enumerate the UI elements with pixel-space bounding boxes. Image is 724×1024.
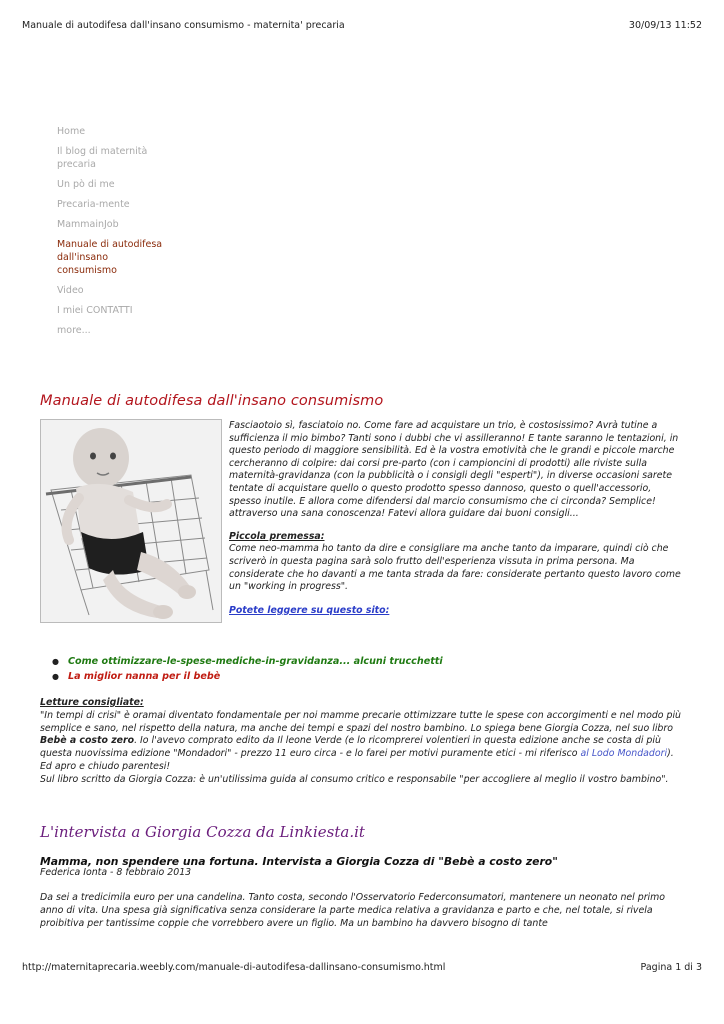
print-footer [22, 962, 702, 973]
nav-item-mammainjob[interactable]: MammainJob [57, 219, 119, 230]
link-item-spese-mediche[interactable]: ● Come ottimizzare-le-spese-mediche-in-gravidanza... alcuni trucchetti [52, 654, 443, 669]
print-header [22, 20, 702, 31]
site-navigation [57, 125, 167, 344]
letture-heading: Letture consigliate: [40, 697, 144, 708]
intro-text [229, 420, 685, 617]
print-footer-page: Pagina 1 di 3 [640, 962, 702, 973]
letture-paragraph-2: Sul libro scritto da Giorgia Cozza: è un'utilissima guida al consumo critico e responsabile "per accogliere al meglio il vostro bambino". [40, 773, 669, 785]
nav-item-more[interactable]: more... [57, 325, 91, 336]
page-title: Manuale di autodifesa dall'insano consumismo [40, 393, 384, 409]
nav-item-blog[interactable]: Il blog di maternità precaria [57, 146, 148, 170]
nav-item-home[interactable]: Home [57, 126, 86, 137]
site-link-heading[interactable]: Potete leggere su questo sito: [229, 604, 390, 616]
related-links-list [52, 654, 443, 684]
section-title-intervista: L'intervista a Giorgia Cozza da Linkiesta.it [40, 823, 365, 841]
print-footer-url: http://maternitaprecaria.weebly.com/manuale-di-autodifesa-dallinsano-consumismo.html [22, 962, 446, 973]
article-byline: Federica Ionta - 8 febbraio 2013 [40, 867, 192, 878]
baby-in-shopping-cart-photo [40, 419, 222, 623]
letture-consigliate [40, 697, 686, 787]
nav-item-precaria-mente[interactable]: Precaria-mente [57, 199, 130, 210]
photo-illustration [41, 420, 221, 622]
letture-text-end: ). Ed apro e chiudo parentesi! [40, 748, 674, 772]
nav-item-manuale-active[interactable]: Manuale di autodifesa dall'insano consumismo [57, 239, 163, 276]
premessa-heading: Piccola premessa: [229, 530, 325, 542]
letture-text-mid: . Io l'avevo comprato edito da Il leone Verde (e lo ricomprerei volentieri in questa edizione anche se costa di più questa nuovissima edizione "Mondadori" - prezzo 11 euro circa - e lo farei per motivi puramente etici - mi riferisco [40, 735, 661, 760]
print-header-datetime: 30/09/13 11:52 [628, 20, 702, 31]
nav-item-contatti[interactable]: I miei CONTATTI [57, 305, 133, 316]
intro-paragraph: Fasciaotoio sì, fasciatoio no. Come fare ad acquistare un trio, è costosissimo? Avrà tutine a sufficienza il mio bimbo? Tanti sono i dubbi che vi assilleranno! E tante saranno le tentazioni, in questo periodo di maggiore sensibilità. Ed è la vostra emotività che le grandi e piccole marche cercheranno di colpire: dai corsi pre-parto (con i campioncini di prodotti) alle riviste sulla maternità-gravidanza (con la pubblicità o i consigli degli "esperti"), in diverse occasioni sarete tentate di acquistare quello o questo prodotto spesso dannoso, questo o quell'accessorio, spesso inutile. E allora come difendersi dal marcio consumismo che ci circonda? Semplice! attraverso una sana conoscenza! Fatevi allora guidare dai buoni consigli... [229, 420, 679, 520]
lodo-mondadori-link[interactable]: al Lodo Mondadori [580, 748, 668, 760]
article-title: Mamma, non spendere una fortuna. Intervista a Giorgia Cozza di "Bebè a costo zero" [40, 855, 558, 868]
link-item-nanna-bebe[interactable]: ● La miglior nanna per il bebè [52, 669, 443, 684]
nav-item-about[interactable]: Un pò di me [57, 179, 115, 190]
letture-text-start: "In tempi di crisi" è oramai diventato fondamentale per noi mamme precarie ottimizzare tutte le spese con accorgimenti e nel modo più semplice e sano, nel rispetto della natura, ma anche dei tempi e spazi del nostro bambino. Lo spiega bene Giorgia Cozza, nel suo libro [40, 709, 681, 734]
article-body: Da sei a tredicimila euro per una candelina. Tanto costa, secondo l'Osservatorio Federconsumatori, mantenere un neonato nel primo anno di vita. Una spesa già significativa senza considerare la parte medica relativa a gravidanza e parto e che, nel totale, si rivela proibitiva per tantissime coppie che vorrebbero avere un figlio. Ma un bambino ha davvero bisogno di tante [40, 892, 666, 929]
premessa-paragraph: Come neo-mamma ho tanto da dire e consigliare ma anche tanto da imparare, quindi ciò che scriverò in questa pagina sarà solo frutto dell'esperienza vissuta in prima persona. Ma considerate che ho davanti a me tanta strada da fare: considerate pertanto questo lavoro come un "working in progress". [229, 543, 681, 593]
print-header-title: Manuale di autodifesa dall'insano consumismo - maternita' precaria [22, 20, 345, 31]
nav-item-video[interactable]: Video [57, 285, 84, 296]
book-title: Bebè a costo zero [40, 735, 135, 747]
